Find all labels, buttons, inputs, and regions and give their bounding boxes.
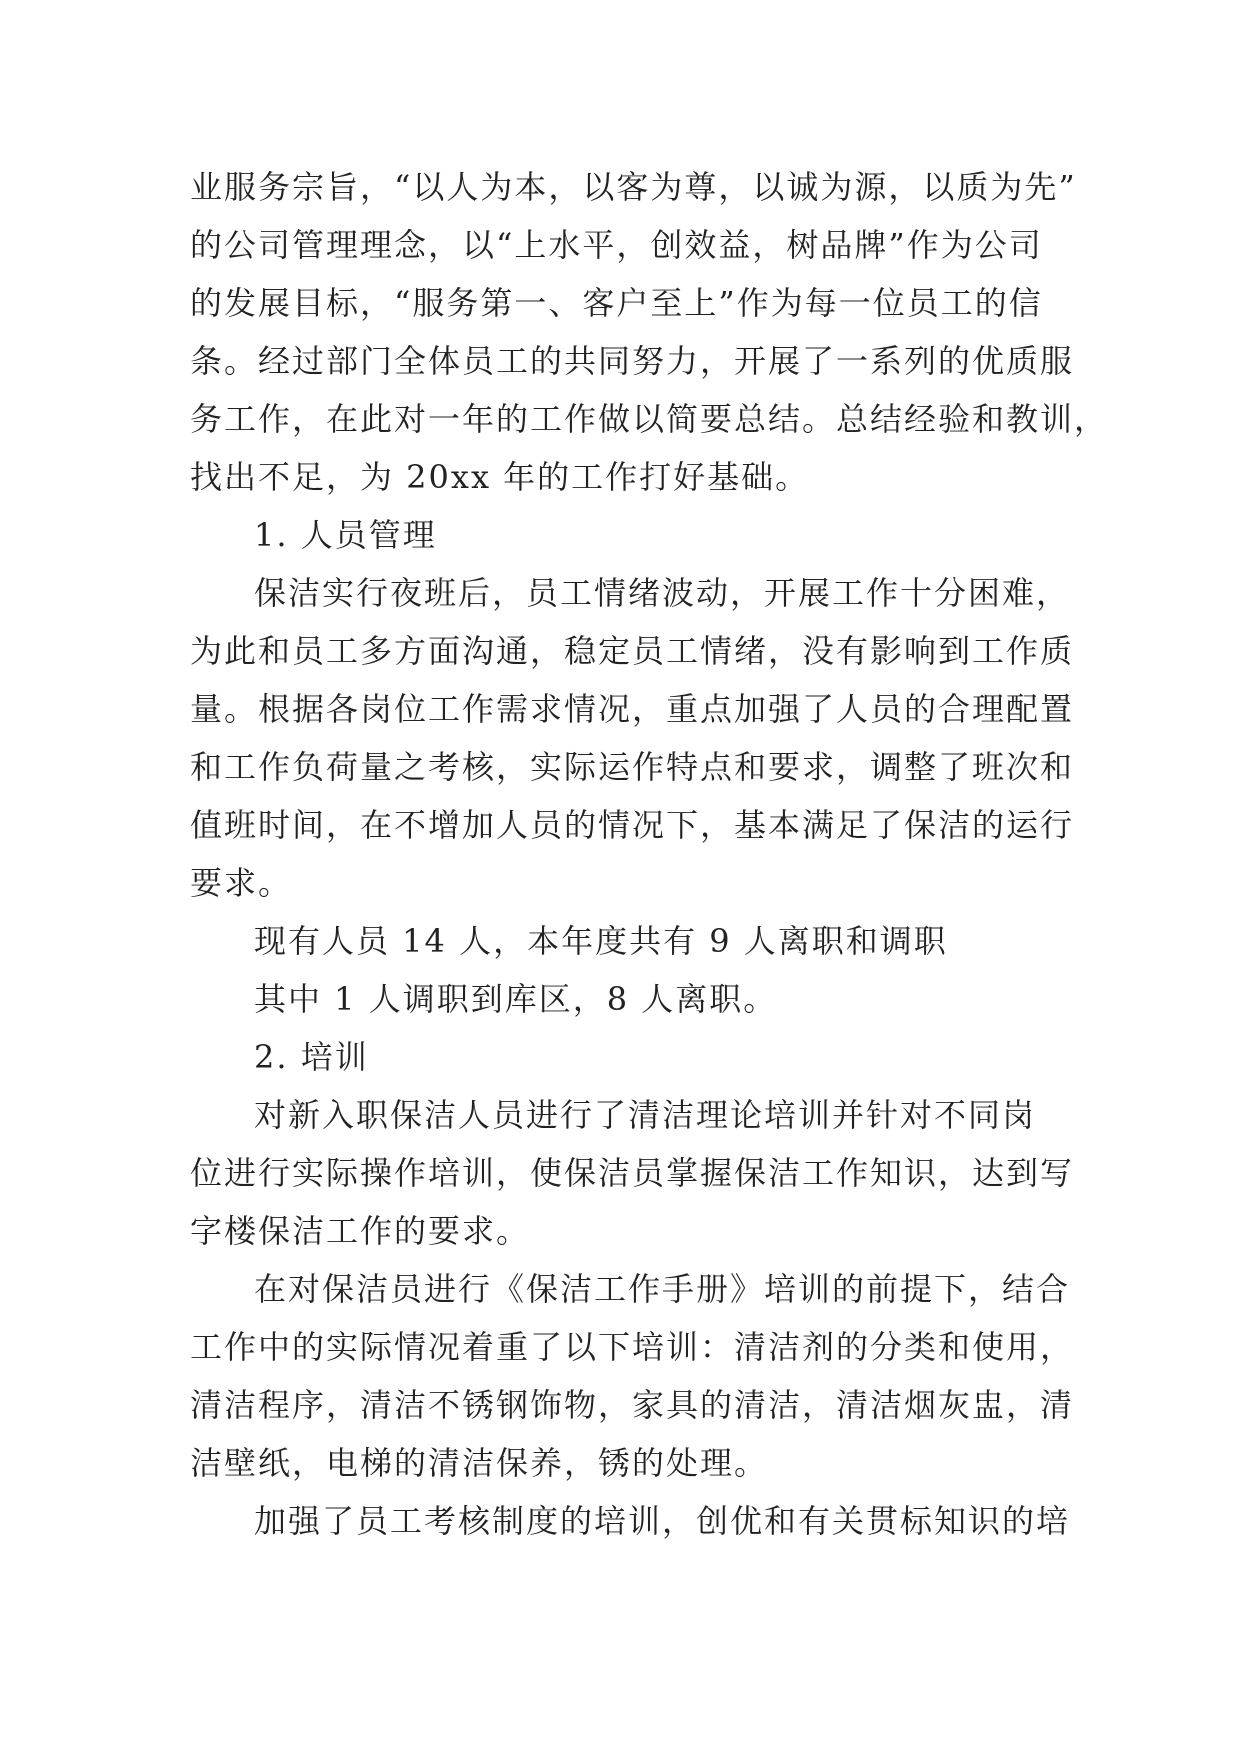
- text-line: 业服务宗旨，“以人为本，以客为尊，以诚为源，以质为先”: [190, 168, 1077, 206]
- text-line: 值班时间，在不增加人员的情况下，基本满足了保洁的运行: [190, 806, 1075, 844]
- text-line: 的公司管理理念，以“上水平，创效益，树品牌”作为公司: [190, 226, 1043, 264]
- text-line: 工作中的实际情况着重了以下培训：清洁剂的分类和使用，: [190, 1328, 1075, 1366]
- text-line: 位进行实际操作培训，使保洁员掌握保洁工作知识，达到写: [190, 1154, 1075, 1192]
- text-line: 洁壁纸，电梯的清洁保养，锈的处理。: [190, 1444, 769, 1482]
- text-line: 保洁实行夜班后，员工情绪波动，开展工作十分困难，: [254, 574, 1071, 612]
- text-line: 务工作，在此对一年的工作做以简要总结。总结经验和教训，: [190, 400, 1109, 438]
- text-line: 加强了员工考核制度的培训，创优和有关贯标知识的培: [254, 1502, 1071, 1540]
- text-line: 条。经过部门全体员工的共同努力，开展了一系列的优质服: [190, 342, 1075, 380]
- text-line: 要求。: [190, 864, 293, 902]
- text-line: 的发展目标，“服务第一、客户至上”作为每一位员工的信: [190, 284, 1043, 322]
- text-line: 现有人员 14 人，本年度共有 9 人离职和调职: [254, 922, 948, 960]
- text-line: 和工作负荷量之考核，实际运作特点和要求，调整了班次和: [190, 748, 1075, 786]
- text-line: 字楼保洁工作的要求。: [190, 1212, 531, 1250]
- text-line: 对新入职保洁人员进行了清洁理论培训并针对不同岗: [254, 1096, 1037, 1134]
- text-line: 其中 1 人调职到库区，8 人离职。: [254, 980, 778, 1018]
- document-body: [190, 158, 1109, 1550]
- text-line: 为此和员工多方面沟通，稳定员工情绪，没有影响到工作质: [190, 632, 1075, 670]
- section-heading: 1. 人员管理: [254, 516, 437, 554]
- text-line: 找出不足，为 20xx 年的工作打好基础。: [190, 458, 810, 496]
- text-line: 清洁程序，清洁不锈钢饰物，家具的清洁，清洁烟灰盅，清: [190, 1386, 1075, 1424]
- text-line: 在对保洁员进行《保洁工作手册》培训的前提下，结合: [254, 1270, 1071, 1308]
- section-heading: 2. 培训: [254, 1038, 369, 1076]
- text-line: 量。根据各岗位工作需求情况，重点加强了人员的合理配置: [190, 690, 1075, 728]
